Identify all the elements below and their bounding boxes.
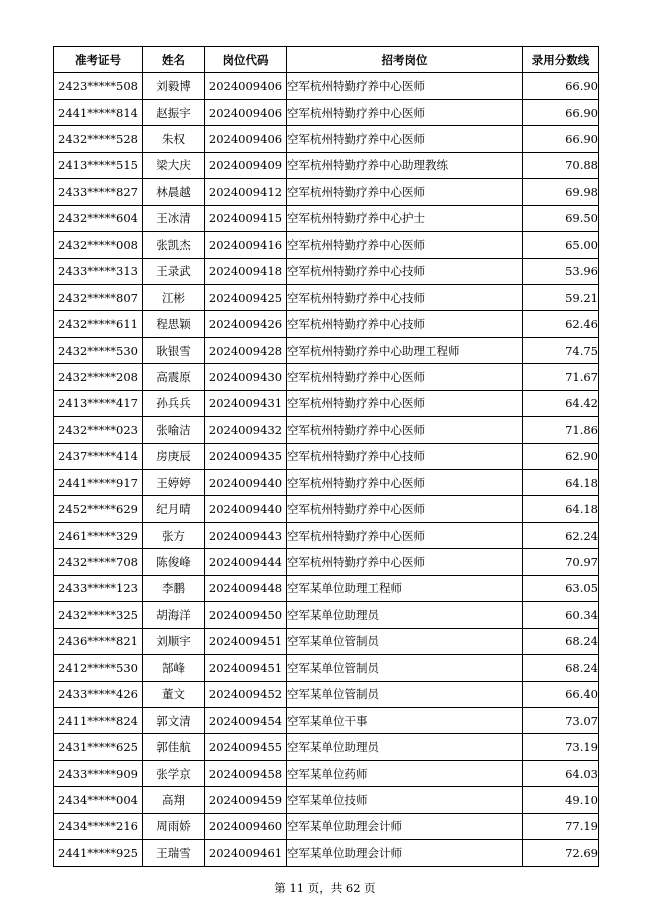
table-row (54, 443, 599, 469)
exam-id-cell: 2441*****917 (54, 470, 143, 496)
position-code-cell: 2024009440 (205, 470, 287, 496)
score-cell: 59.21 (523, 284, 599, 310)
name-cell: 郭文清 (143, 707, 205, 733)
position-code-cell: 2024009430 (205, 364, 287, 390)
exam-id-cell: 2434*****004 (54, 787, 143, 813)
position-code-cell: 2024009425 (205, 284, 287, 310)
score-cell: 64.18 (523, 496, 599, 522)
table-row (54, 364, 599, 390)
exam-id-cell: 2433*****313 (54, 258, 143, 284)
name-cell: 孙兵兵 (143, 390, 205, 416)
exam-id-cell: 2423*****508 (54, 73, 143, 99)
position-cell: 空军杭州特勤疗养中心医师 (287, 522, 523, 548)
exam-id-cell: 2413*****417 (54, 390, 143, 416)
name-cell: 赵振宇 (143, 99, 205, 125)
exam-id-cell: 2432*****008 (54, 232, 143, 258)
name-cell: 周雨娇 (143, 813, 205, 839)
position-code-cell: 2024009409 (205, 152, 287, 178)
header-name: 姓名 (143, 47, 205, 73)
table-row (54, 496, 599, 522)
score-cell: 62.90 (523, 443, 599, 469)
exam-id-cell: 2441*****925 (54, 840, 143, 866)
score-cell: 73.19 (523, 734, 599, 760)
score-cell: 64.03 (523, 760, 599, 786)
position-cell: 空军杭州特勤疗养中心医师 (287, 549, 523, 575)
table-row (54, 602, 599, 628)
name-cell: 高翔 (143, 787, 205, 813)
position-code-cell: 2024009412 (205, 179, 287, 205)
exam-id-cell: 2441*****814 (54, 99, 143, 125)
position-code-cell: 2024009432 (205, 417, 287, 443)
position-code-cell: 2024009460 (205, 813, 287, 839)
name-cell: 刘毅博 (143, 73, 205, 99)
position-code-cell: 2024009418 (205, 258, 287, 284)
position-cell: 空军杭州特勤疗养中心医师 (287, 99, 523, 125)
position-code-cell: 2024009440 (205, 496, 287, 522)
name-cell: 董文 (143, 681, 205, 707)
exam-id-cell: 2433*****909 (54, 760, 143, 786)
table-row (54, 707, 599, 733)
position-code-cell: 2024009435 (205, 443, 287, 469)
exam-id-cell: 2432*****708 (54, 549, 143, 575)
score-cell: 68.24 (523, 655, 599, 681)
page-number: 第 11 页，共 62 页 (274, 881, 376, 895)
name-cell: 林晨越 (143, 179, 205, 205)
position-code-cell: 2024009406 (205, 99, 287, 125)
position-code-cell: 2024009406 (205, 73, 287, 99)
admission-score-table (53, 46, 599, 867)
score-cell: 66.90 (523, 126, 599, 152)
table-row (54, 311, 599, 337)
score-cell: 71.67 (523, 364, 599, 390)
score-cell: 65.00 (523, 232, 599, 258)
position-cell: 空军某单位技师 (287, 787, 523, 813)
name-cell: 刘顺宇 (143, 628, 205, 654)
name-cell: 张学京 (143, 760, 205, 786)
score-cell: 64.42 (523, 390, 599, 416)
position-code-cell: 2024009461 (205, 840, 287, 866)
position-cell: 空军某单位管制员 (287, 628, 523, 654)
position-cell: 空军某单位助理工程师 (287, 575, 523, 601)
header-position: 招考岗位 (287, 47, 523, 73)
score-cell: 53.96 (523, 258, 599, 284)
position-cell: 空军杭州特勤疗养中心医师 (287, 179, 523, 205)
name-cell: 纪月晴 (143, 496, 205, 522)
position-cell: 空军杭州特勤疗养中心医师 (287, 417, 523, 443)
name-cell: 梁大庆 (143, 152, 205, 178)
exam-id-cell: 2433*****827 (54, 179, 143, 205)
exam-id-cell: 2413*****515 (54, 152, 143, 178)
table-row (54, 787, 599, 813)
position-cell: 空军杭州特勤疗养中心医师 (287, 232, 523, 258)
name-cell: 陈俊峰 (143, 549, 205, 575)
table-row (54, 73, 599, 99)
position-cell: 空军杭州特勤疗养中心技师 (287, 258, 523, 284)
position-code-cell: 2024009459 (205, 787, 287, 813)
position-code-cell: 2024009455 (205, 734, 287, 760)
table-row (54, 840, 599, 866)
position-cell: 空军某单位助理会计师 (287, 813, 523, 839)
score-cell: 73.07 (523, 707, 599, 733)
position-cell: 空军杭州特勤疗养中心护士 (287, 205, 523, 231)
name-cell: 王婷婷 (143, 470, 205, 496)
header-exam-id: 准考证号 (54, 47, 143, 73)
table-row (54, 681, 599, 707)
exam-id-cell: 2411*****824 (54, 707, 143, 733)
position-code-cell: 2024009426 (205, 311, 287, 337)
exam-id-cell: 2412*****530 (54, 655, 143, 681)
position-code-cell: 2024009452 (205, 681, 287, 707)
name-cell: 王冰清 (143, 205, 205, 231)
position-code-cell: 2024009416 (205, 232, 287, 258)
name-cell: 李鹏 (143, 575, 205, 601)
score-cell: 69.98 (523, 179, 599, 205)
table-row (54, 390, 599, 416)
position-code-cell: 2024009428 (205, 337, 287, 363)
name-cell: 王录武 (143, 258, 205, 284)
position-cell: 空军某单位管制员 (287, 681, 523, 707)
position-cell: 空军杭州特勤疗养中心技师 (287, 311, 523, 337)
table-row (54, 760, 599, 786)
position-cell: 空军杭州特勤疗养中心医师 (287, 496, 523, 522)
table-row (54, 99, 599, 125)
name-cell: 郜峰 (143, 655, 205, 681)
table-row (54, 179, 599, 205)
position-cell: 空军某单位助理员 (287, 602, 523, 628)
table-row (54, 734, 599, 760)
exam-id-cell: 2434*****216 (54, 813, 143, 839)
position-cell: 空军杭州特勤疗养中心技师 (287, 284, 523, 310)
position-code-cell: 2024009450 (205, 602, 287, 628)
position-code-cell: 2024009458 (205, 760, 287, 786)
position-cell: 空军杭州特勤疗养中心技师 (287, 443, 523, 469)
header-score-line: 录用分数线 (523, 47, 599, 73)
table-row (54, 284, 599, 310)
score-cell: 74.75 (523, 337, 599, 363)
table-row (54, 205, 599, 231)
position-cell: 空军某单位药师 (287, 760, 523, 786)
score-cell: 62.46 (523, 311, 599, 337)
score-cell: 66.40 (523, 681, 599, 707)
exam-id-cell: 2433*****123 (54, 575, 143, 601)
table-row (54, 258, 599, 284)
score-cell: 66.90 (523, 73, 599, 99)
position-cell: 空军杭州特勤疗养中心医师 (287, 364, 523, 390)
score-cell: 64.18 (523, 470, 599, 496)
table-row (54, 549, 599, 575)
exam-id-cell: 2432*****528 (54, 126, 143, 152)
exam-id-cell: 2452*****629 (54, 496, 143, 522)
table-row (54, 813, 599, 839)
name-cell: 江彬 (143, 284, 205, 310)
table-row (54, 232, 599, 258)
score-cell: 62.24 (523, 522, 599, 548)
score-cell: 69.50 (523, 205, 599, 231)
exam-id-cell: 2431*****625 (54, 734, 143, 760)
position-code-cell: 2024009444 (205, 549, 287, 575)
position-cell: 空军某单位助理员 (287, 734, 523, 760)
name-cell: 张喻洁 (143, 417, 205, 443)
name-cell: 张方 (143, 522, 205, 548)
table-row (54, 337, 599, 363)
position-code-cell: 2024009448 (205, 575, 287, 601)
name-cell: 王瑞雪 (143, 840, 205, 866)
position-cell: 空军杭州特勤疗养中心助理教练 (287, 152, 523, 178)
table-row (54, 126, 599, 152)
score-cell: 60.34 (523, 602, 599, 628)
position-code-cell: 2024009451 (205, 628, 287, 654)
name-cell: 耿银雪 (143, 337, 205, 363)
name-cell: 高震原 (143, 364, 205, 390)
score-cell: 71.86 (523, 417, 599, 443)
name-cell: 朱权 (143, 126, 205, 152)
position-cell: 空军杭州特勤疗养中心医师 (287, 470, 523, 496)
exam-id-cell: 2433*****426 (54, 681, 143, 707)
exam-id-cell: 2437*****414 (54, 443, 143, 469)
score-cell: 66.90 (523, 99, 599, 125)
position-cell: 空军某单位干事 (287, 707, 523, 733)
table-row (54, 628, 599, 654)
position-cell: 空军杭州特勤疗养中心医师 (287, 73, 523, 99)
position-code-cell: 2024009431 (205, 390, 287, 416)
score-cell: 68.24 (523, 628, 599, 654)
position-code-cell: 2024009406 (205, 126, 287, 152)
header-position-code: 岗位代码 (205, 47, 287, 73)
exam-id-cell: 2432*****023 (54, 417, 143, 443)
table-header-row (54, 47, 599, 73)
exam-id-cell: 2461*****329 (54, 522, 143, 548)
name-cell: 郭佳航 (143, 734, 205, 760)
table-row (54, 655, 599, 681)
score-cell: 63.05 (523, 575, 599, 601)
position-code-cell: 2024009443 (205, 522, 287, 548)
position-code-cell: 2024009415 (205, 205, 287, 231)
exam-id-cell: 2432*****325 (54, 602, 143, 628)
table-row (54, 417, 599, 443)
name-cell: 张凯杰 (143, 232, 205, 258)
table-row (54, 470, 599, 496)
table-row (54, 152, 599, 178)
exam-id-cell: 2432*****611 (54, 311, 143, 337)
position-code-cell: 2024009451 (205, 655, 287, 681)
position-cell: 空军杭州特勤疗养中心医师 (287, 126, 523, 152)
position-cell: 空军杭州特勤疗养中心助理工程师 (287, 337, 523, 363)
table-row (54, 575, 599, 601)
position-cell: 空军某单位助理会计师 (287, 840, 523, 866)
score-cell: 77.19 (523, 813, 599, 839)
exam-id-cell: 2432*****530 (54, 337, 143, 363)
name-cell: 房庚辰 (143, 443, 205, 469)
name-cell: 胡海洋 (143, 602, 205, 628)
name-cell: 程思颖 (143, 311, 205, 337)
exam-id-cell: 2436*****821 (54, 628, 143, 654)
exam-id-cell: 2432*****604 (54, 205, 143, 231)
exam-id-cell: 2432*****208 (54, 364, 143, 390)
position-cell: 空军某单位管制员 (287, 655, 523, 681)
score-cell: 70.97 (523, 549, 599, 575)
score-cell: 49.10 (523, 787, 599, 813)
table-row (54, 522, 599, 548)
position-cell: 空军杭州特勤疗养中心医师 (287, 390, 523, 416)
score-cell: 70.88 (523, 152, 599, 178)
score-cell: 72.69 (523, 840, 599, 866)
exam-id-cell: 2432*****807 (54, 284, 143, 310)
position-code-cell: 2024009454 (205, 707, 287, 733)
